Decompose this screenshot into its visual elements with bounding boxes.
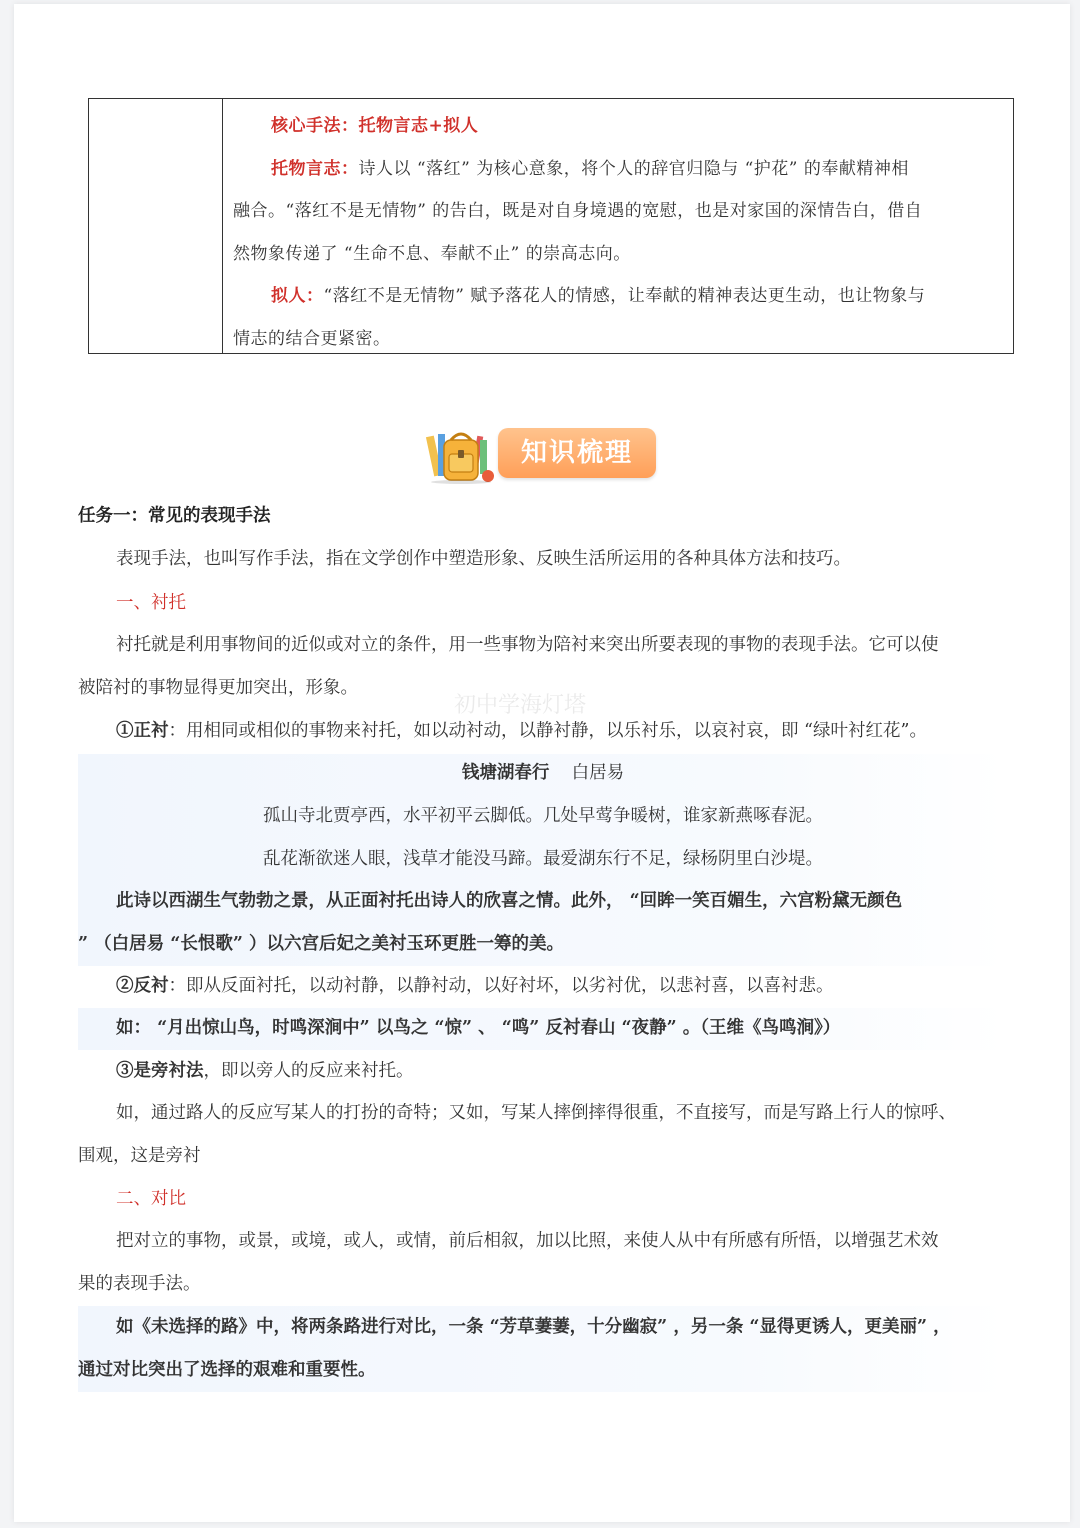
side-contrast-label: ③是旁衬法: [116, 1061, 204, 1081]
task-intro: 表现手法，也叫写作手法，指在文学创作中塑造形象、反映生活所运用的各种具体方法和技巧。: [116, 549, 851, 569]
section2-heading: 二、对比: [116, 1189, 186, 1209]
knowledge-banner: [424, 424, 660, 486]
poem-note: 此诗以西湖生气勃勃之景，从正面衬托出诗人的欣喜之情。此外， “回眸一笑百媚生，六宫粉黛无颜色 ” （白居易 “长恨歌” ）以六宫后妃之美衬玉环更胜一筹的美。: [78, 891, 903, 954]
table-right-cell: [223, 99, 1013, 353]
symbolism-text-2: 融合。“落红不是无情物” 的告白，既是对自身境遇的宽慰，也是对家国的深情告白，借自: [233, 201, 923, 221]
section2-heading-row: [78, 1178, 1008, 1221]
banner-title: 知识梳理: [498, 428, 656, 478]
table-left-cell: [89, 99, 223, 353]
watermark: 初中学海灯塔: [453, 693, 586, 718]
analysis-table: [88, 98, 1014, 354]
poem-title: 钱塘湖春行: [461, 763, 550, 783]
section1-heading-row: [78, 582, 1008, 625]
contrast-example: 如《未选择的路》中，将两条路进行对比，一条 “芳草萋萋，十分幽寂” ，另一条 “显得更诱人，更美丽” ， 通过对比突出了选择的艰难和重要性。: [78, 1317, 951, 1380]
section2-definition: 把对立的事物，或景，或境，或人，或情，前后相叙，加以比照，来使人从中有所感有所悟，以增强艺术效 果的表现手法。: [78, 1231, 939, 1294]
personification-text-1: “落红不是无情物” 赋予落花人的情感，让奉献的精神表达更生动，也让物象与: [323, 286, 926, 306]
poem-line-1: 孤山寺北贾亭西，水平初平云脚低。几处早莺争暖树，谁家新燕啄春泥。: [263, 806, 823, 826]
task-title: 任务一：常见的表现手法: [78, 506, 271, 526]
poem-line-2: 乱花渐欲迷人眼，浅草才能没马蹄。最爱湖东行不足，绿杨阴里白沙堤。: [263, 849, 823, 869]
personification-text-2: 情志的结合更紧密。: [233, 328, 391, 349]
section1-heading: 一、衬托: [116, 593, 186, 613]
positive-contrast-label: ①正衬: [116, 721, 169, 741]
side-contrast-row: ③是旁衬法，即以旁人的反应来衬托。: [116, 1061, 414, 1081]
symbolism-label: 托物言志：: [271, 158, 359, 179]
negative-example: 如： “月出惊山鸟，时鸣深涧中” 以鸟之 “惊” 、 “鸣” 反衬春山 “夜静” 。（王维《鸟鸣涧》）: [116, 1018, 841, 1038]
positive-contrast-row: ①正衬：用相同或相似的事物来衬托，如以动衬动，以静衬静，以乐衬乐，以哀衬哀，即 “绿叶衬红花”。: [116, 721, 927, 741]
negative-contrast-row: ②反衬：即从反面衬托，以动衬静，以静衬动，以好衬坏，以劣衬优，以悲衬喜，以喜衬悲。: [116, 976, 834, 996]
school-bag-icon: [424, 428, 494, 484]
symbolism-text-3: 然物象传递了 “生命不息、奉献不止” 的崇高志向。: [233, 243, 631, 264]
symbolism-text-1: 诗人以 “落红” 为核心意象，将个人的辞官归隐与 “护花” 的奉献精神相: [358, 158, 909, 179]
side-contrast-example: 如，通过路人的反应写某人的打扮的奇特；又如，写某人摔倒摔得很重，不直接写，而是写路上行人的惊呼、 围观，这是旁衬: [78, 1103, 956, 1166]
poem-author: 白居易: [571, 763, 625, 783]
core-technique-label: 核心手法：托物言志+拟人: [271, 116, 479, 136]
negative-contrast-label: ②反衬: [116, 976, 169, 996]
section1-definition: 衬托就是利用事物间的近似或对立的条件，用一些事物为陪衬来突出所要表现的事物的表现手法。它可以使 被陪衬的事物显得更加突出，形象。: [78, 635, 939, 698]
personification-label: 拟人：: [271, 286, 324, 306]
poem-heading: [78, 752, 1008, 795]
